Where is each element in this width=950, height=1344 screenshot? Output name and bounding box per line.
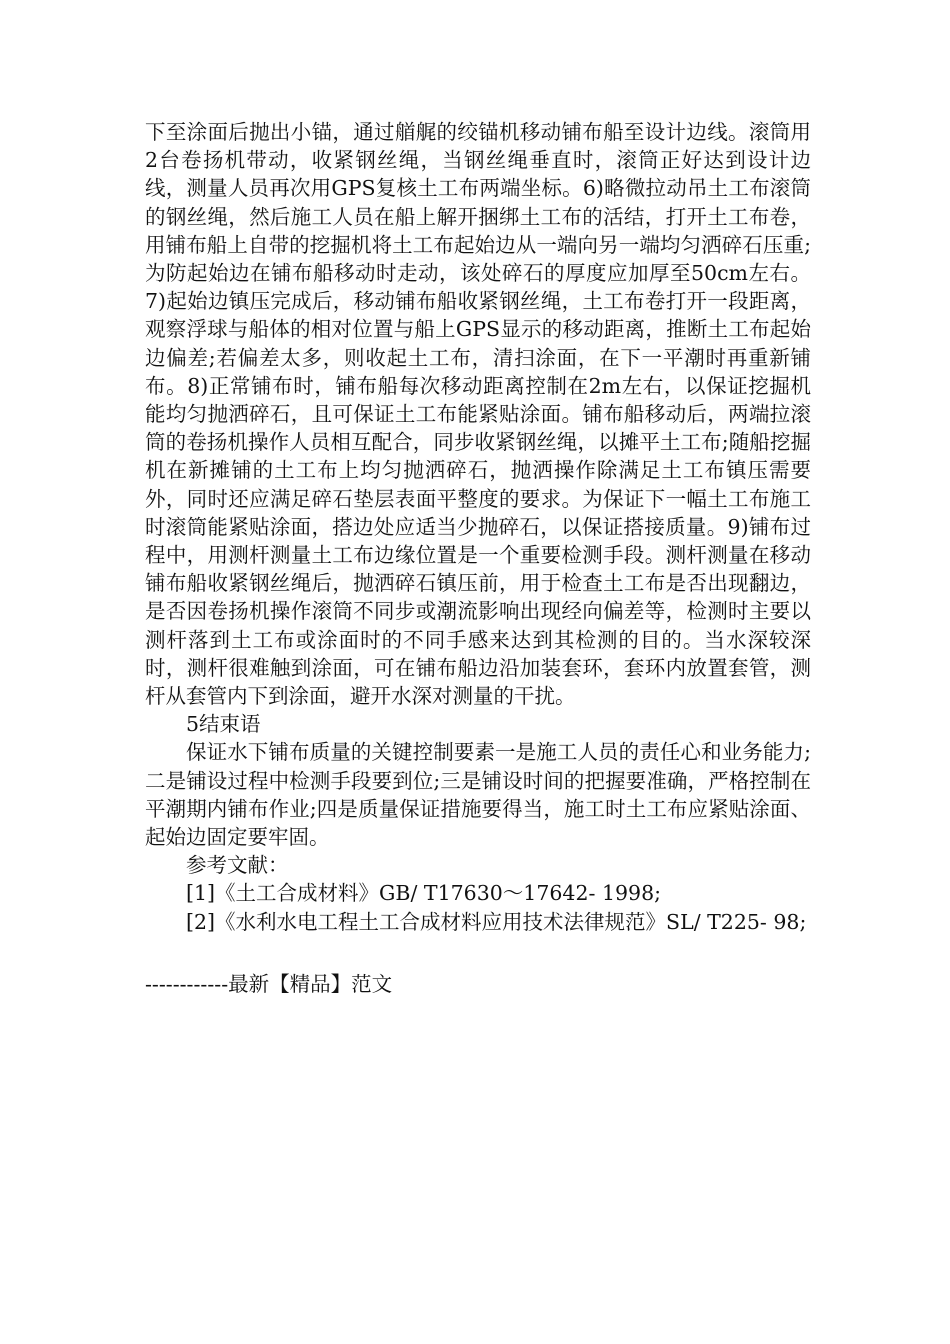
conclusion-paragraph: 保证水下铺布质量的关键控制要素一是施工人员的责任心和业务能力;二是铺设过程中检测手段要到位;三是铺设时间的把握要准确，严格控制在平潮期内铺布作业;四是质量保证措施要得当，施工时土工布应紧贴涂面、起始边固定要牢固。 <box>145 740 811 850</box>
body-paragraph: 下至涂面后抛出小锚，通过艏艉的绞锚机移动铺布船至设计边线。滚筒用2台卷扬机带动，收紧钢丝绳，当钢丝绳垂直时，滚筒正好达到设计边线，测量人员再次用GPS复核土工布两端坐标。6)略微拉动吊土工布滚筒的钢丝绳，然后施工人员在船上解开捆绑土工布的活结，打开土工布卷，用铺布船上自带的挖掘机将土工布起始边从一端向另一端均匀洒碎石压重;为防起始边在铺布船移动时走动，该处碎石的厚度应加厚至50cm左右。7)起始边镇压完成后，移动铺布船收紧钢丝绳，土工布卷打开一段距离，观察浮球与船体的相对位置与船上GPS显示的移动距离，推断土工布起始边偏差;若偏差太多，则收起土工布，清扫涂面，在下一平潮时再重新铺布。8)正常铺布时，铺布船每次移动距离控制在2m左右，以保证挖掘机能均匀抛洒碎石，且可保证土工布能紧贴涂面。铺布船移动后，两端拉滚筒的卷扬机操作人员相互配合，同步收紧钢丝绳，以摊平土工布;随船挖掘机在新摊铺的土工布上均匀抛洒碎石，抛洒操作除满足土工布镇压需要外，同时还应满足碎石垫层表面平整度的要求。为保证下一幅土工布施工时滚筒能紧贴涂面，搭边处应适当少抛碎石，以保证搭接质量。9)铺布过程中，用测杆测量土工布边缘位置是一个重要检测手段。测杆测量在移动铺布船收紧钢丝绳后，抛洒碎石镇压前，用于检查土工布是否出现翻边，是否因卷扬机操作滚筒不同步或潮流影响出现经向偏差等，检测时主要以测杆落到土工布或涂面时的不同手感来达到其检测的目的。当水深较深时，测杆很难触到涂面，可在铺布船边沿加装套环，套环内放置套管，测杆从套管内下到涂面，避开水深对测量的干扰。 <box>145 120 811 709</box>
references-heading: 参考文献： <box>186 853 289 878</box>
document-body <box>145 118 811 936</box>
section-heading: 5结束语 <box>186 712 261 737</box>
reference-item: [1]《土工合成材料》GB/ T17630～17642- 1998; <box>186 881 662 906</box>
footer-banner: ------------最新【精品】范文 <box>145 972 393 996</box>
reference-item: [2]《水利水电工程土工合成材料应用技术法律规范》SL/ T225- 98; <box>186 909 807 934</box>
